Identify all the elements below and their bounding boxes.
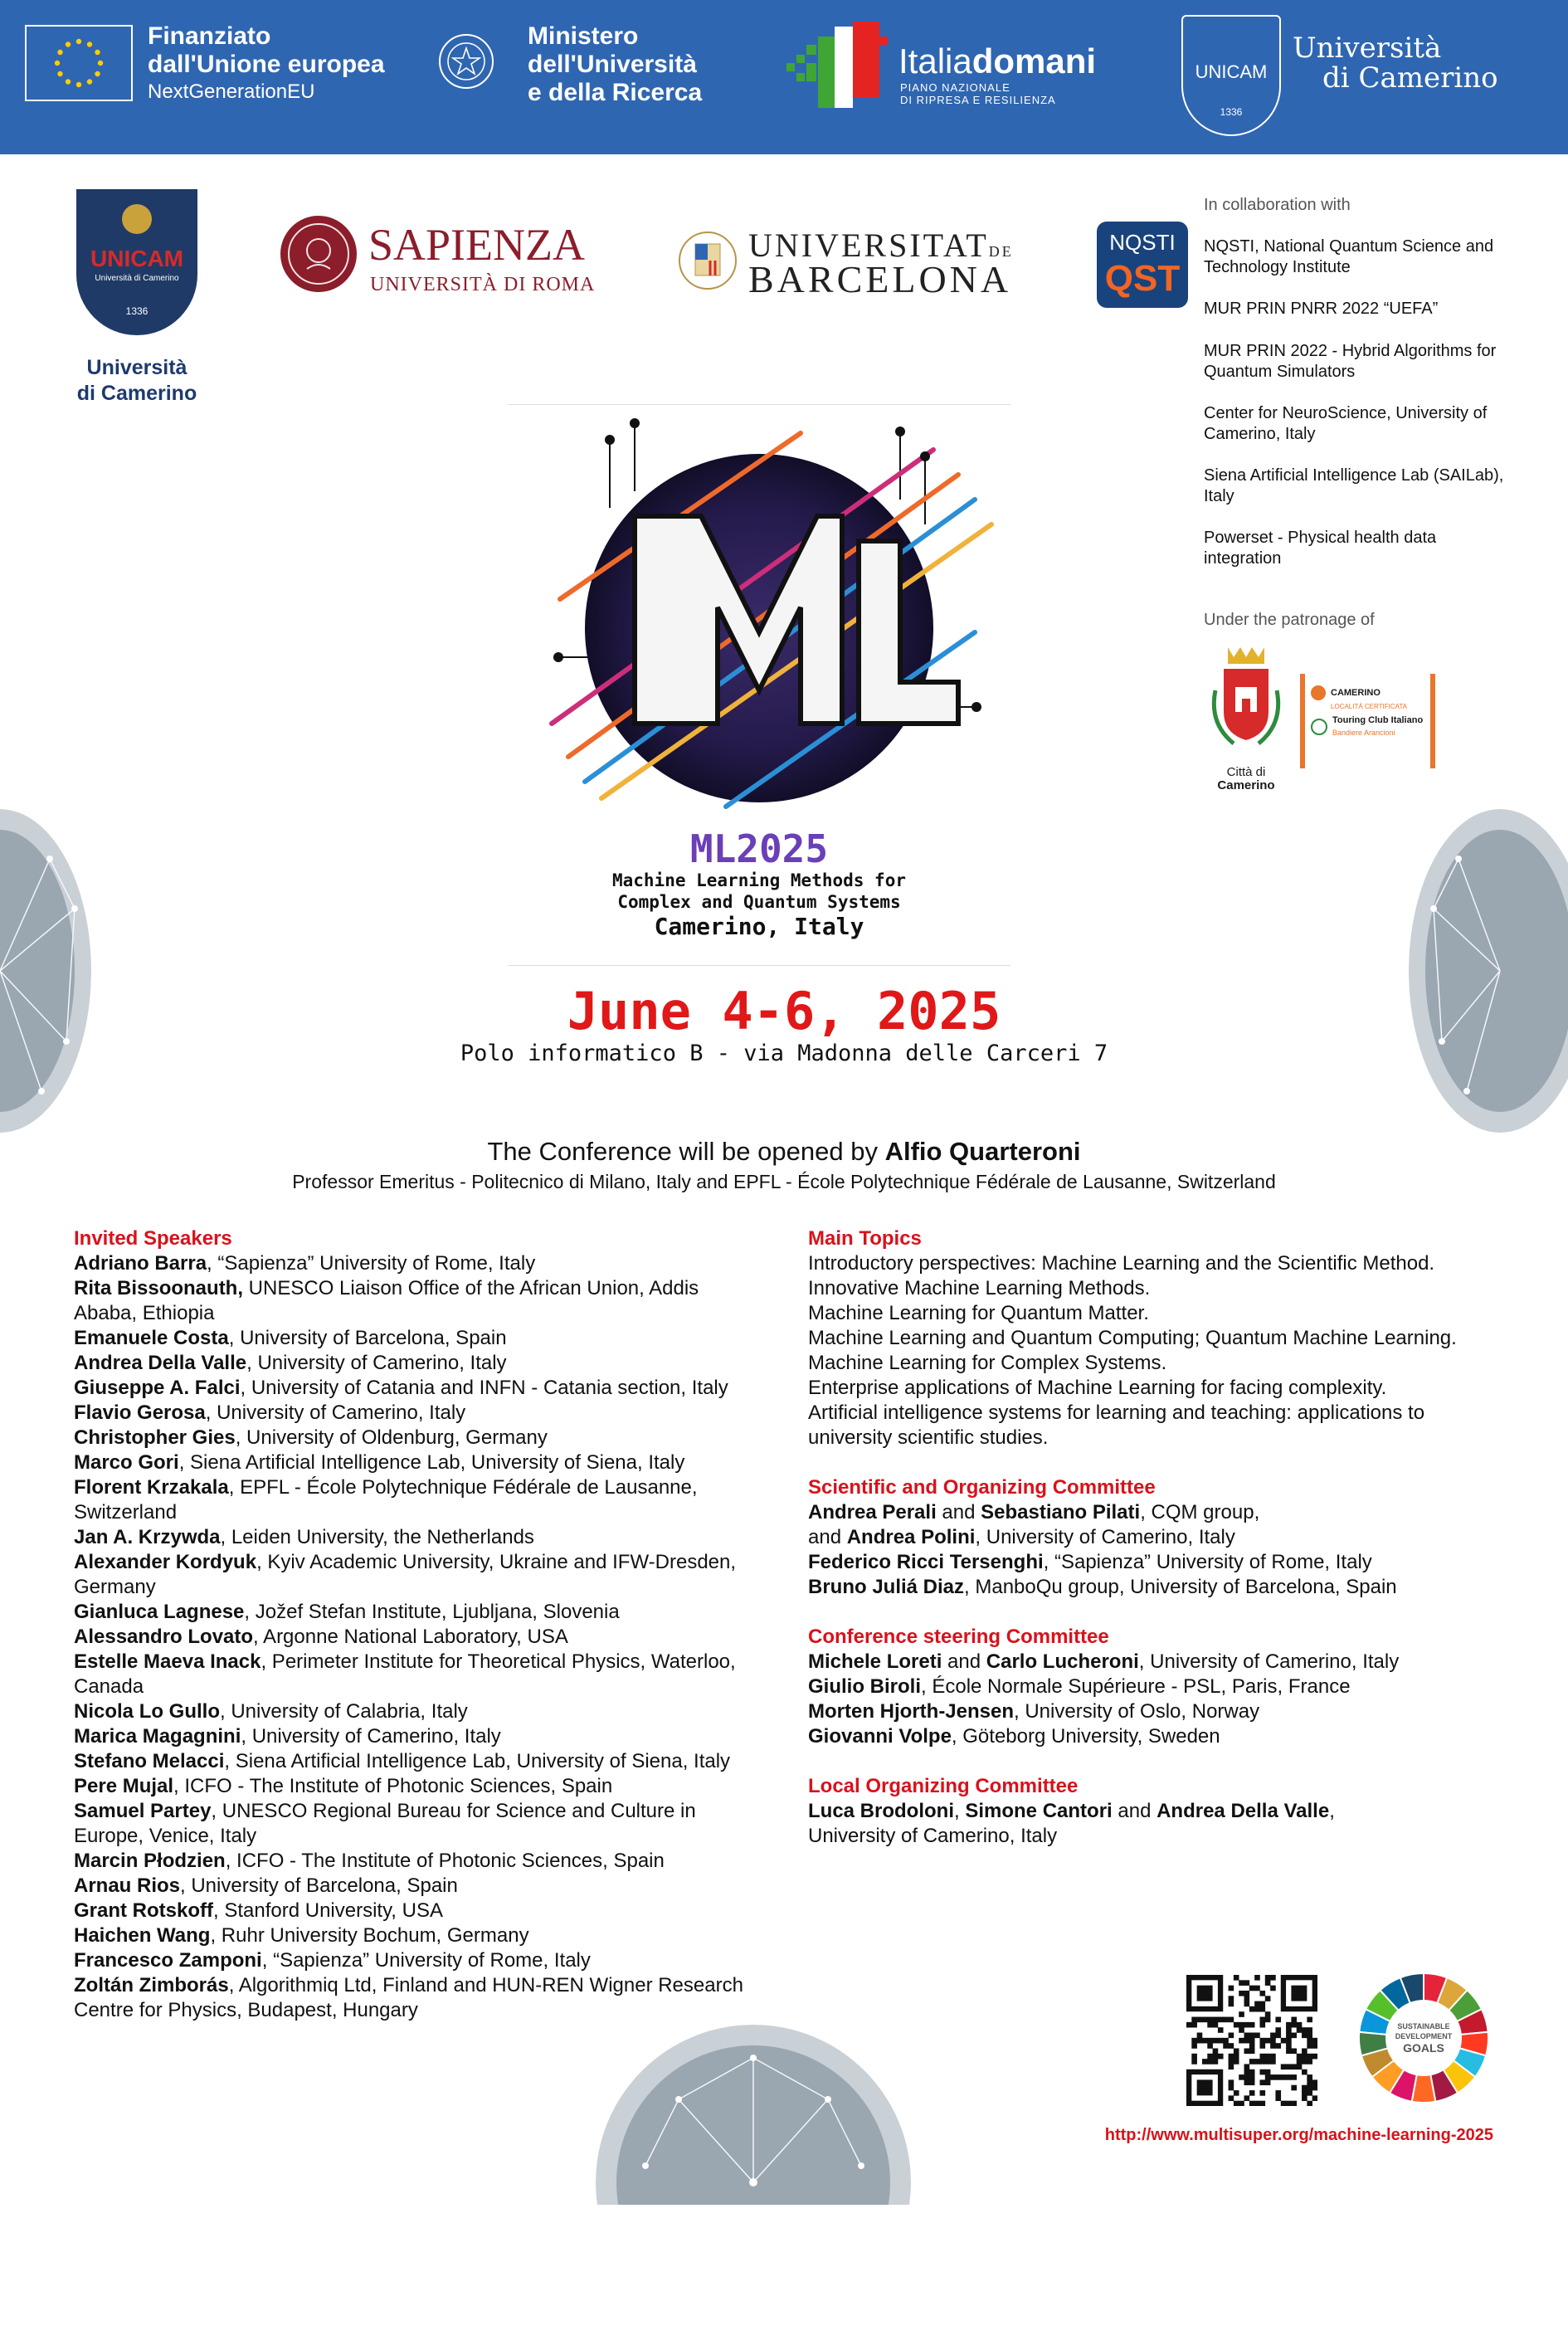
committee-line: Andrea Perali and Sebastiano Pilati, CQM group,	[808, 1501, 1260, 1523]
speaker-entry: Zoltán Zimborás, Algorithmiq Ltd, Finland and HUN-REN Wigner Research Centre for Physics, Budapest, Hungary	[74, 1974, 743, 2021]
poster-divider	[508, 965, 1010, 966]
speaker-entry: Rita Bissoonauth, UNESCO Liaison Office of the African Union, Addis Ababa, Ethiopia	[74, 1277, 699, 1324]
poster-divider	[508, 404, 1010, 405]
eu-funding-text: Finanziato dall'Unione europea NextGenerationEU	[148, 22, 385, 103]
committee-line: and Andrea Polini, University of Camerino, Italy	[808, 1526, 1235, 1548]
speaker-entry: Alessandro Lovato, Argonne National Laboratory, USA	[74, 1626, 568, 1648]
local-committee-list	[808, 1799, 1513, 1849]
speaker-entry: Haichen Wang, Ruhr University Bochum, Germany	[74, 1924, 529, 1947]
speaker-entry: Florent Krzakala, EPFL - École Polytechnique Fédérale de Lausanne, Switzerland	[74, 1476, 698, 1523]
speaker-entry: Marcin Płodzien, ICFO - The Institute of Photonic Sciences, Spain	[74, 1850, 665, 1872]
poster-subtitle-2: Complex and Quantum Systems	[617, 892, 901, 912]
topic-list	[808, 1251, 1513, 1450]
collab-item: Center for NeuroScience, University of Camerino, Italy	[1204, 404, 1488, 443]
speaker-entry: Francesco Zamponi, “Sapienza” University of Rome, Italy	[74, 1949, 591, 1972]
unicam-shield-logo: UNICAM Università di Camerino 1336	[76, 189, 197, 335]
sci-committee-heading: Scientific and Organizing Committee	[808, 1476, 1156, 1499]
barcelona-seal-icon	[677, 217, 738, 304]
speaker-entry: Adriano Barra, “Sapienza” University of Rome, Italy	[74, 1252, 536, 1275]
sapienza-subtitle: UNIVERSITÀ DI ROMA	[370, 274, 596, 295]
ml-artwork	[510, 408, 1008, 823]
speaker-entry: Marica Magagnini, University of Camerino, Italy	[74, 1725, 501, 1748]
italian-republic-emblem-icon	[436, 32, 496, 91]
italiadomani-subtitle: PIANO NAZIONALE DI RIPRESA E RESILIENZA	[900, 81, 1056, 106]
unicam-seal-white: UNICAM 1336	[1181, 15, 1281, 136]
poster-place: Camerino, Italy	[654, 913, 864, 940]
unicam-script-wordmark: Università di Camerino	[1293, 32, 1498, 95]
conference-url-link[interactable]: http://www.multisuper.org/machine-learning-2025	[1104, 2126, 1493, 2144]
committee-line: Federico Ricci Tersenghi, “Sapienza” University of Rome, Italy	[808, 1551, 1372, 1573]
mur-text: Ministero dell'Università e della Ricerca	[528, 22, 703, 106]
orange-divider	[1430, 674, 1435, 768]
topic-item: Machine Learning for Complex Systems.	[808, 1352, 1167, 1374]
sapienza-wordmark: SAPIENZA	[368, 220, 586, 270]
committee-line: Bruno Juliá Diaz, ManboQu group, University of Barcelona, Spain	[808, 1576, 1397, 1598]
collab-heading: In collaboration with	[1204, 196, 1351, 214]
unicam-name: Università di Camerino	[76, 356, 197, 405]
sapienza-seal-icon	[279, 214, 358, 294]
barcelona-wordmark-2: BARCELONA	[748, 258, 1012, 300]
speaker-entry: Emanuele Costa, University of Barcelona, Spain	[74, 1327, 507, 1349]
local-committee-heading: Local Organizing Committee	[808, 1775, 1079, 1797]
info-column	[808, 1226, 1513, 1849]
committee-line: Luca Brodoloni, Simone Cantori and Andrea Della Valle,	[808, 1800, 1335, 1822]
committee-line: Giovanni Volpe, Göteborg University, Sweden	[808, 1725, 1220, 1748]
speaker-entry: Samuel Partey, UNESCO Regional Bureau for Science and Culture in Europe, Venice, Italy	[74, 1800, 696, 1847]
invited-speakers-section	[74, 1226, 754, 2023]
committee-line: Michele Loreti and Carlo Lucheroni, University of Camerino, Italy	[808, 1650, 1400, 1673]
opening-line: The Conference will be opened by Alfio Quarteroni	[487, 1137, 1081, 1166]
poster-subtitle-1: Machine Learning Methods for	[611, 870, 906, 890]
committee-line: Giulio Biroli, École Normale Supérieure - PSL, Paris, France	[808, 1675, 1351, 1698]
crest-icon	[122, 204, 152, 234]
camerino-crest-icon: Città di Camerino	[1200, 641, 1292, 798]
collab-item: NQSTI, National Quantum Science and Technology Institute	[1204, 237, 1494, 276]
speaker-entry: Jan A. Krzywda, Leiden University, the Netherlands	[74, 1526, 534, 1548]
event-venue: Polo informatico B - via Madonna delle Carceri 7	[460, 1041, 1108, 1066]
collab-item: Siena Artificial Intelligence Lab (SAILab), Italy	[1204, 466, 1504, 505]
top-banner	[0, 0, 1568, 154]
network-orb-right	[1409, 809, 1568, 1133]
tci-icon	[1311, 719, 1327, 735]
collab-item: Powerset - Physical health data integration	[1204, 529, 1437, 568]
speaker-entry: Andrea Della Valle, University of Camerino, Italy	[74, 1352, 507, 1374]
speaker-entry: Marco Gori, Siena Artificial Intelligence Lab, University of Siena, Italy	[74, 1451, 685, 1474]
italiadomani-flag-icon	[780, 20, 892, 111]
orange-flag-icon	[1311, 685, 1326, 700]
topic-item: Machine Learning for Quantum Matter.	[808, 1302, 1149, 1324]
topic-item: Machine Learning and Quantum Computing; Quantum Machine Learning.	[808, 1327, 1457, 1349]
touring-club-badge: CAMERINO LOCALITÀ CERTIFICATA Touring Club Italiano Bandiere Arancioni	[1311, 685, 1427, 768]
steering-committee-list	[808, 1650, 1513, 1749]
speaker-entry: Stefano Melacci, Siena Artificial Intelligence Lab, University of Siena, Italy	[74, 1750, 731, 1772]
speaker-entry: Estelle Maeva Inack, Perimeter Institute for Theoretical Physics, Waterloo, Canada	[74, 1650, 736, 1698]
qr-code-icon[interactable]	[1186, 1975, 1317, 2106]
collab-item: MUR PRIN 2022 - Hybrid Algorithms for Quantum Simulators	[1204, 342, 1497, 381]
topic-item: Introductory perspectives: Machine Learning and the Scientific Method.	[808, 1252, 1435, 1275]
speaker-entry: Christopher Gies, University of Oldenburg, Germany	[74, 1426, 548, 1449]
speaker-entry: Giuseppe A. Falci, University of Catania and INFN - Catania section, Italy	[74, 1377, 728, 1399]
speaker-list	[74, 1251, 754, 2023]
speaker-entry: Gianluca Lagnese, Jožef Stefan Institute, Ljubljana, Slovenia	[74, 1601, 620, 1623]
committee-line: Morten Hjorth-Jensen, University of Oslo, Norway	[808, 1700, 1260, 1723]
ml-title-block	[508, 828, 1010, 941]
nqsti-logo: NQSTI QST	[1097, 222, 1188, 308]
main-topics-heading: Main Topics	[808, 1227, 922, 1250]
speaker-entry: Nicola Lo Gullo, University of Calabria, Italy	[74, 1700, 468, 1723]
patronage-heading: Under the patronage of	[1204, 611, 1375, 629]
eu-flag-icon	[25, 25, 133, 101]
poster-title: ML2025	[689, 826, 829, 871]
sdg-wheel-icon: SUSTAINABLE DEVELOPMENT GOALS	[1356, 1970, 1492, 2106]
speaker-entry: Grant Rotskoff, Stanford University, USA	[74, 1899, 443, 1922]
topic-item: Innovative Machine Learning Methods.	[808, 1277, 1151, 1299]
speaker-entry: Pere Mujal, ICFO - The Institute of Photonic Sciences, Spain	[74, 1775, 613, 1797]
topic-item: Enterprise applications of Machine Learning for facing complexity.	[808, 1377, 1387, 1399]
sci-committee-list	[808, 1500, 1513, 1600]
italiadomani-wordmark: Italiadomani	[898, 41, 1097, 80]
speaker-entry: Arnau Rios, University of Barcelona, Spain	[74, 1874, 458, 1897]
speaker-entry: Flavio Gerosa, University of Camerino, Italy	[74, 1402, 466, 1424]
steering-heading: Conference steering Committee	[808, 1626, 1109, 1648]
network-orb-left	[0, 809, 91, 1133]
committee-line: University of Camerino, Italy	[808, 1825, 1058, 1847]
topic-item: Artificial intelligence systems for learning and teaching: applications to university scientific studies.	[808, 1402, 1425, 1449]
collab-item: MUR PRIN PNRR 2022 “UEFA”	[1204, 300, 1439, 318]
orange-divider	[1300, 674, 1305, 768]
speaker-entry: Alexander Kordyuk, Kyiv Academic University, Ukraine and IFW-Dresden, Germany	[74, 1551, 737, 1598]
opening-affiliation: Professor Emeritus - Politecnico di Milano, Italy and EPFL - École Polytechnique Fédérale de Lausanne, Switzerland	[292, 1171, 1276, 1192]
invited-speakers-heading: Invited Speakers	[74, 1227, 232, 1250]
event-date: June 4-6, 2025	[567, 981, 1001, 1041]
network-orb-bottom	[596, 2025, 911, 2340]
barcelona-wordmark-1: UNIVERSITATDE	[748, 227, 1014, 264]
